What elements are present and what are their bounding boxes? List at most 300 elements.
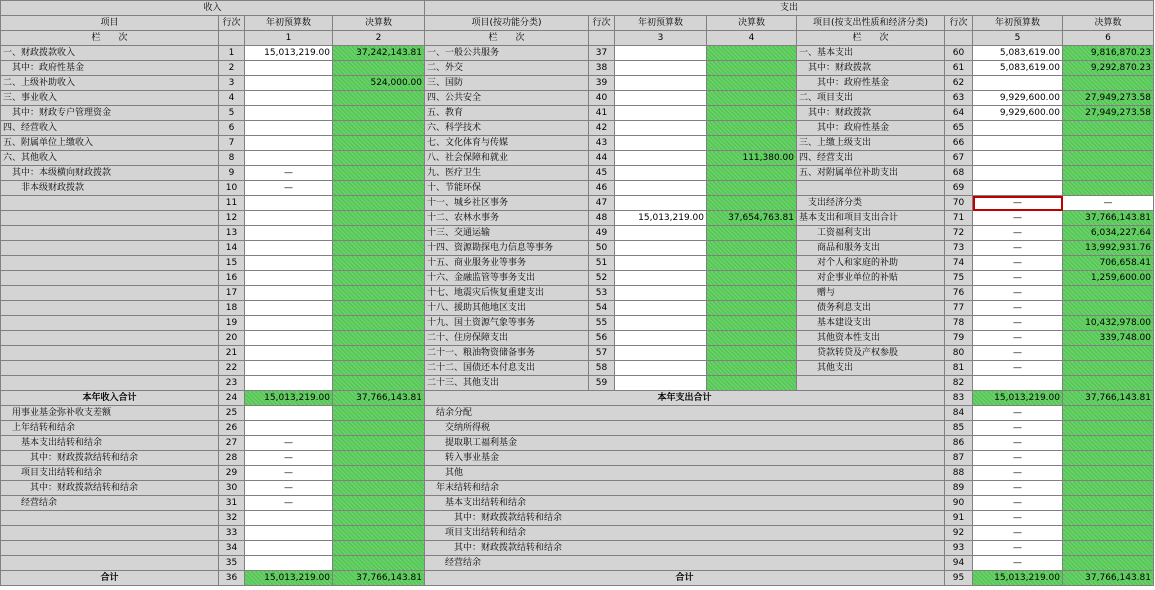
cell-final[interactable] [333, 361, 425, 376]
cell-func-item: 七、文化体育与传媒 [425, 136, 589, 151]
cell-econ-item: 商品和服务支出 [797, 241, 945, 256]
cell-econ-line: 92 [945, 526, 973, 541]
cell-func-final[interactable] [707, 166, 797, 181]
table-row [1, 286, 1154, 301]
cell-econ-budget[interactable] [973, 151, 1063, 166]
cell-func-line: 51 [589, 256, 615, 271]
cell-func-budget[interactable] [615, 91, 707, 106]
cell-econ-final[interactable] [1063, 151, 1154, 166]
cell-econ-budget[interactable]: — [973, 196, 1063, 211]
cell-item: 一、财政拨款收入 [1, 46, 219, 61]
cell-item: 上年结转和结余 [1, 421, 219, 436]
cell-econ-budget[interactable]: — [973, 541, 1063, 556]
cell-final[interactable] [333, 511, 425, 526]
cell-budget[interactable] [245, 361, 333, 376]
cell-econ-budget[interactable]: — [973, 346, 1063, 361]
cell-line: 7 [219, 136, 245, 151]
cell-line: 4 [219, 91, 245, 106]
cell-line: 1 [219, 46, 245, 61]
cell-budget[interactable] [245, 556, 333, 571]
cell-line: 35 [219, 556, 245, 571]
cell-econ-item: 基本建设支出 [797, 316, 945, 331]
cell-budget[interactable] [245, 136, 333, 151]
cell-line: 20 [219, 331, 245, 346]
cell-final[interactable] [333, 121, 425, 136]
cell-econ-item: 贷款转贷及产权参股 [797, 346, 945, 361]
cell-func-final[interactable] [707, 196, 797, 211]
cell-func-budget[interactable] [615, 61, 707, 76]
cell-econ-line: 88 [945, 466, 973, 481]
cell-line: 11 [219, 196, 245, 211]
cell-budget[interactable]: — [245, 496, 333, 511]
cell-func-item: 十五、商业服务业等事务 [425, 256, 589, 271]
cell-func-final[interactable] [707, 46, 797, 61]
cell-line: 12 [219, 211, 245, 226]
cell-func-item: 十一、城乡社区事务 [425, 196, 589, 211]
cell-final[interactable] [333, 196, 425, 211]
cell-final[interactable] [333, 211, 425, 226]
table-row [1, 226, 1154, 241]
header-econ-line: 行次 [945, 16, 973, 31]
cell-func-budget[interactable] [615, 151, 707, 166]
cell-line: 3 [219, 76, 245, 91]
cell-budget[interactable] [245, 376, 333, 391]
cell-econ-final[interactable] [1063, 541, 1154, 556]
cell-func-item: 其中：财政拨款结转和结余 [425, 541, 945, 556]
cell-econ-final[interactable] [1063, 121, 1154, 136]
cell-econ-line: 69 [945, 181, 973, 196]
table-row [1, 316, 1154, 331]
cell-func-budget[interactable] [615, 346, 707, 361]
cell-budget[interactable] [245, 271, 333, 286]
cell-econ-budget[interactable]: — [973, 226, 1063, 241]
cell-econ-final[interactable]: 13,992,931.76 [1063, 241, 1154, 256]
cell-func-item: 二十、住房保障支出 [425, 331, 589, 346]
header-func-budget: 年初预算数 [615, 16, 707, 31]
cell-func-final[interactable] [707, 331, 797, 346]
cell-econ-final[interactable]: 1,259,600.00 [1063, 271, 1154, 286]
cell-func-budget[interactable] [615, 331, 707, 346]
cell-econ-budget[interactable] [973, 166, 1063, 181]
cell-econ-final[interactable] [1063, 556, 1154, 571]
cell-econ-budget[interactable]: 15,013,219.00 [973, 571, 1063, 586]
cell-func-line: 49 [589, 226, 615, 241]
cell-func-final[interactable] [707, 271, 797, 286]
cell-func-budget[interactable] [615, 226, 707, 241]
cell-final[interactable] [333, 481, 425, 496]
cell-func-final[interactable] [707, 76, 797, 91]
cell-econ-item: 一、基本支出 [797, 46, 945, 61]
cell-budget[interactable] [245, 316, 333, 331]
cell-func-line: 40 [589, 91, 615, 106]
cell-budget[interactable]: — [245, 466, 333, 481]
cell-econ-line: 78 [945, 316, 973, 331]
cell-func-line: 39 [589, 76, 615, 91]
cell-budget[interactable] [245, 301, 333, 316]
cell-func-budget[interactable] [615, 76, 707, 91]
cell-final[interactable] [333, 316, 425, 331]
cell-econ-final[interactable]: 37,766,143.81 [1063, 571, 1154, 586]
cell-func-budget[interactable] [615, 166, 707, 181]
cell-budget[interactable]: 15,013,219.00 [245, 391, 333, 406]
cell-econ-final[interactable] [1063, 436, 1154, 451]
cell-final[interactable] [333, 526, 425, 541]
header-budget: 1 [245, 31, 333, 46]
cell-func-line: 44 [589, 151, 615, 166]
cell-func-final[interactable] [707, 121, 797, 136]
cell-econ-budget[interactable]: — [973, 361, 1063, 376]
header-econ-line [945, 31, 973, 46]
table-row [1, 541, 1154, 556]
cell-final[interactable] [333, 256, 425, 271]
cell-line: 18 [219, 301, 245, 316]
cell-econ-final[interactable] [1063, 466, 1154, 481]
cell-item [1, 196, 219, 211]
cell-econ-budget[interactable]: — [973, 451, 1063, 466]
cell-econ-budget[interactable]: — [973, 556, 1063, 571]
cell-final[interactable] [333, 466, 425, 481]
cell-func-final[interactable] [707, 346, 797, 361]
cell-econ-line: 61 [945, 61, 973, 76]
cell-item [1, 226, 219, 241]
header-line: 行次 [219, 16, 245, 31]
cell-func-final[interactable] [707, 256, 797, 271]
cell-func-item: 项目支出结转和结余 [425, 526, 945, 541]
cell-econ-final[interactable]: 27,949,273.58 [1063, 106, 1154, 121]
cell-econ-final[interactable] [1063, 496, 1154, 511]
cell-econ-line: 90 [945, 496, 973, 511]
cell-func-item: 转入事业基金 [425, 451, 945, 466]
cell-func-final[interactable] [707, 376, 797, 391]
table-row [1, 271, 1154, 286]
cell-budget[interactable] [245, 211, 333, 226]
cell-econ-final[interactable] [1063, 76, 1154, 91]
cell-econ-budget[interactable]: — [973, 436, 1063, 451]
cell-econ-budget[interactable] [973, 76, 1063, 91]
cell-func-budget[interactable] [615, 286, 707, 301]
cell-func-budget[interactable] [615, 241, 707, 256]
cell-econ-line: 76 [945, 286, 973, 301]
cell-func-final[interactable] [707, 316, 797, 331]
cell-line: 22 [219, 361, 245, 376]
cell-final[interactable] [333, 286, 425, 301]
cell-item [1, 346, 219, 361]
cell-final[interactable] [333, 166, 425, 181]
cell-func-final[interactable] [707, 286, 797, 301]
cell-econ-line: 83 [945, 391, 973, 406]
cell-budget[interactable] [245, 421, 333, 436]
cell-budget[interactable] [245, 541, 333, 556]
cell-func-item: 二十一、粮油物资储备事务 [425, 346, 589, 361]
cell-econ-budget[interactable]: — [973, 211, 1063, 226]
cell-func-line: 48 [589, 211, 615, 226]
cell-econ-line: 80 [945, 346, 973, 361]
cell-econ-budget[interactable]: — [973, 511, 1063, 526]
cell-final[interactable] [333, 406, 425, 421]
cell-item [1, 241, 219, 256]
cell-econ-line: 79 [945, 331, 973, 346]
cell-item [1, 271, 219, 286]
cell-func-line: 47 [589, 196, 615, 211]
cell-econ-budget[interactable] [973, 181, 1063, 196]
cell-func-line: 37 [589, 46, 615, 61]
cell-budget[interactable]: — [245, 181, 333, 196]
cell-budget[interactable] [245, 106, 333, 121]
cell-func-final[interactable]: 111,380.00 [707, 151, 797, 166]
column-header-row1 [1, 16, 1154, 31]
cell-econ-budget[interactable]: 9,929,600.00 [973, 106, 1063, 121]
cell-econ-final[interactable]: 706,658.41 [1063, 256, 1154, 271]
cell-item [1, 361, 219, 376]
cell-econ-line: 89 [945, 481, 973, 496]
cell-item [1, 256, 219, 271]
cell-line: 15 [219, 256, 245, 271]
cell-item: 其中：财政拨款结转和结余 [1, 451, 219, 466]
cell-budget[interactable] [245, 76, 333, 91]
cell-budget[interactable] [245, 526, 333, 541]
table-row [1, 496, 1154, 511]
cell-final[interactable] [333, 496, 425, 511]
cell-func-item: 本年支出合计 [425, 391, 945, 406]
cell-final[interactable] [333, 106, 425, 121]
cell-econ-budget[interactable]: — [973, 496, 1063, 511]
cell-final[interactable] [333, 181, 425, 196]
cell-func-budget[interactable] [615, 376, 707, 391]
cell-func-budget[interactable] [615, 271, 707, 286]
cell-func-budget[interactable] [615, 256, 707, 271]
header-econ-budget: 5 [973, 31, 1063, 46]
cell-econ-final[interactable] [1063, 286, 1154, 301]
cell-econ-budget[interactable]: — [973, 526, 1063, 541]
cell-econ-line: 95 [945, 571, 973, 586]
cell-line: 19 [219, 316, 245, 331]
cell-func-budget[interactable] [615, 361, 707, 376]
cell-econ-final[interactable]: — [1063, 196, 1154, 211]
cell-final[interactable] [333, 421, 425, 436]
cell-econ-budget[interactable] [973, 376, 1063, 391]
cell-econ-final[interactable]: 6,034,227.64 [1063, 226, 1154, 241]
cell-func-budget[interactable] [615, 106, 707, 121]
cell-final[interactable] [333, 241, 425, 256]
cell-budget[interactable] [245, 196, 333, 211]
cell-line: 26 [219, 421, 245, 436]
cell-econ-budget[interactable]: 5,083,619.00 [973, 46, 1063, 61]
cell-econ-final[interactable] [1063, 301, 1154, 316]
cell-econ-item: 其他资本性支出 [797, 331, 945, 346]
cell-func-budget[interactable]: 15,013,219.00 [615, 211, 707, 226]
cell-func-final[interactable] [707, 106, 797, 121]
cell-econ-budget[interactable]: — [973, 301, 1063, 316]
cell-econ-budget[interactable]: 5,083,619.00 [973, 61, 1063, 76]
header-func-item: 栏 次 [425, 31, 589, 46]
cell-final[interactable]: 524,000.00 [333, 76, 425, 91]
cell-func-final[interactable] [707, 241, 797, 256]
cell-final[interactable] [333, 136, 425, 151]
cell-func-budget[interactable] [615, 46, 707, 61]
cell-func-line: 54 [589, 301, 615, 316]
cell-final[interactable] [333, 61, 425, 76]
cell-func-budget[interactable] [615, 181, 707, 196]
cell-econ-budget[interactable]: — [973, 316, 1063, 331]
cell-item: 其中：本级横向财政拨款 [1, 166, 219, 181]
cell-budget[interactable] [245, 151, 333, 166]
cell-func-budget[interactable] [615, 316, 707, 331]
cell-budget[interactable] [245, 286, 333, 301]
cell-item: 二、上级补助收入 [1, 76, 219, 91]
cell-func-line: 42 [589, 121, 615, 136]
cell-final[interactable] [333, 451, 425, 466]
cell-econ-budget[interactable]: — [973, 241, 1063, 256]
cell-econ-budget[interactable]: — [973, 481, 1063, 496]
cell-econ-item: 五、对附属单位补助支出 [797, 166, 945, 181]
cell-econ-budget[interactable]: — [973, 271, 1063, 286]
cell-final[interactable] [333, 436, 425, 451]
cell-econ-line: 81 [945, 361, 973, 376]
cell-func-item: 二、外交 [425, 61, 589, 76]
cell-item: 本年收入合计 [1, 391, 219, 406]
cell-func-final[interactable] [707, 181, 797, 196]
cell-final[interactable] [333, 271, 425, 286]
cell-func-budget[interactable] [615, 136, 707, 151]
cell-econ-final[interactable]: 9,292,870.23 [1063, 61, 1154, 76]
cell-func-line: 46 [589, 181, 615, 196]
cell-econ-item [797, 181, 945, 196]
cell-econ-budget[interactable]: — [973, 406, 1063, 421]
cell-final[interactable] [333, 331, 425, 346]
cell-final[interactable] [333, 541, 425, 556]
cell-budget[interactable]: 15,013,219.00 [245, 571, 333, 586]
cell-econ-final[interactable]: 27,949,273.58 [1063, 91, 1154, 106]
cell-econ-budget[interactable] [973, 136, 1063, 151]
cell-final[interactable] [333, 151, 425, 166]
cell-budget[interactable] [245, 226, 333, 241]
cell-econ-final[interactable] [1063, 166, 1154, 181]
cell-budget[interactable]: — [245, 166, 333, 181]
cell-func-line: 52 [589, 271, 615, 286]
cell-econ-final[interactable] [1063, 451, 1154, 466]
cell-func-final[interactable] [707, 226, 797, 241]
cell-func-budget[interactable] [615, 196, 707, 211]
cell-func-line: 55 [589, 316, 615, 331]
cell-final[interactable] [333, 226, 425, 241]
cell-econ-final[interactable] [1063, 481, 1154, 496]
cell-budget[interactable] [245, 121, 333, 136]
cell-final[interactable]: 37,766,143.81 [333, 571, 425, 586]
cell-econ-final[interactable]: 10,432,978.00 [1063, 316, 1154, 331]
cell-econ-final[interactable] [1063, 406, 1154, 421]
cell-final[interactable] [333, 556, 425, 571]
cell-func-final[interactable]: 37,654,763.81 [707, 211, 797, 226]
cell-econ-budget[interactable]: 15,013,219.00 [973, 391, 1063, 406]
cell-econ-final[interactable] [1063, 346, 1154, 361]
cell-budget[interactable]: — [245, 481, 333, 496]
cell-econ-line: 94 [945, 556, 973, 571]
cell-budget[interactable] [245, 511, 333, 526]
cell-final[interactable] [333, 376, 425, 391]
cell-final[interactable] [333, 91, 425, 106]
cell-econ-item: 债务利息支出 [797, 301, 945, 316]
cell-line: 14 [219, 241, 245, 256]
cell-econ-item: 其中：政府性基金 [797, 76, 945, 91]
cell-final[interactable] [333, 346, 425, 361]
table-row [1, 526, 1154, 541]
cell-econ-final[interactable] [1063, 511, 1154, 526]
table-row [1, 181, 1154, 196]
cell-budget[interactable]: 15,013,219.00 [245, 46, 333, 61]
cell-final[interactable] [333, 301, 425, 316]
cell-econ-budget[interactable]: — [973, 421, 1063, 436]
cell-item [1, 331, 219, 346]
cell-econ-line: 60 [945, 46, 973, 61]
cell-item: 基本支出结转和结余 [1, 436, 219, 451]
header-econ-item: 项目(按支出性质和经济分类) [797, 16, 945, 31]
cell-econ-final[interactable]: 9,816,870.23 [1063, 46, 1154, 61]
cell-budget[interactable]: — [245, 436, 333, 451]
cell-func-item: 十四、资源勘探电力信息等事务 [425, 241, 589, 256]
cell-econ-budget[interactable]: — [973, 466, 1063, 481]
cell-econ-final[interactable]: 37,766,143.81 [1063, 391, 1154, 406]
cell-econ-line: 86 [945, 436, 973, 451]
cell-line: 10 [219, 181, 245, 196]
table-row [1, 391, 1154, 406]
cell-budget[interactable] [245, 241, 333, 256]
cell-econ-final[interactable]: 37,766,143.81 [1063, 211, 1154, 226]
cell-func-budget[interactable] [615, 301, 707, 316]
cell-func-item: 六、科学技术 [425, 121, 589, 136]
cell-econ-final[interactable] [1063, 361, 1154, 376]
cell-func-final[interactable] [707, 136, 797, 151]
cell-func-final[interactable] [707, 61, 797, 76]
cell-econ-final[interactable] [1063, 421, 1154, 436]
cell-econ-line: 66 [945, 136, 973, 151]
cell-line: 25 [219, 406, 245, 421]
table-row [1, 61, 1154, 76]
cell-econ-final[interactable]: 339,748.00 [1063, 331, 1154, 346]
cell-budget[interactable] [245, 346, 333, 361]
cell-econ-final[interactable] [1063, 136, 1154, 151]
cell-func-line: 58 [589, 361, 615, 376]
cell-line: 30 [219, 481, 245, 496]
cell-budget[interactable] [245, 91, 333, 106]
cell-final[interactable]: 37,766,143.81 [333, 391, 425, 406]
cell-budget[interactable] [245, 256, 333, 271]
cell-budget[interactable] [245, 331, 333, 346]
cell-func-budget[interactable] [615, 121, 707, 136]
cell-econ-budget[interactable]: — [973, 286, 1063, 301]
cell-line: 29 [219, 466, 245, 481]
cell-budget[interactable] [245, 61, 333, 76]
cell-econ-final[interactable] [1063, 181, 1154, 196]
cell-econ-final[interactable] [1063, 526, 1154, 541]
cell-item: 合计 [1, 571, 219, 586]
cell-econ-line: 74 [945, 256, 973, 271]
cell-budget[interactable]: — [245, 451, 333, 466]
cell-econ-budget[interactable]: 9,929,600.00 [973, 91, 1063, 106]
cell-line: 16 [219, 271, 245, 286]
cell-func-final[interactable] [707, 91, 797, 106]
cell-econ-item: 四、经营支出 [797, 151, 945, 166]
cell-final[interactable]: 37,242,143.81 [333, 46, 425, 61]
cell-econ-budget[interactable]: — [973, 331, 1063, 346]
cell-budget[interactable] [245, 406, 333, 421]
cell-func-final[interactable] [707, 361, 797, 376]
cell-econ-final[interactable] [1063, 376, 1154, 391]
cell-func-item: 四、公共安全 [425, 91, 589, 106]
cell-func-final[interactable] [707, 301, 797, 316]
cell-econ-budget[interactable] [973, 121, 1063, 136]
table-row [1, 151, 1154, 166]
cell-econ-budget[interactable]: — [973, 256, 1063, 271]
